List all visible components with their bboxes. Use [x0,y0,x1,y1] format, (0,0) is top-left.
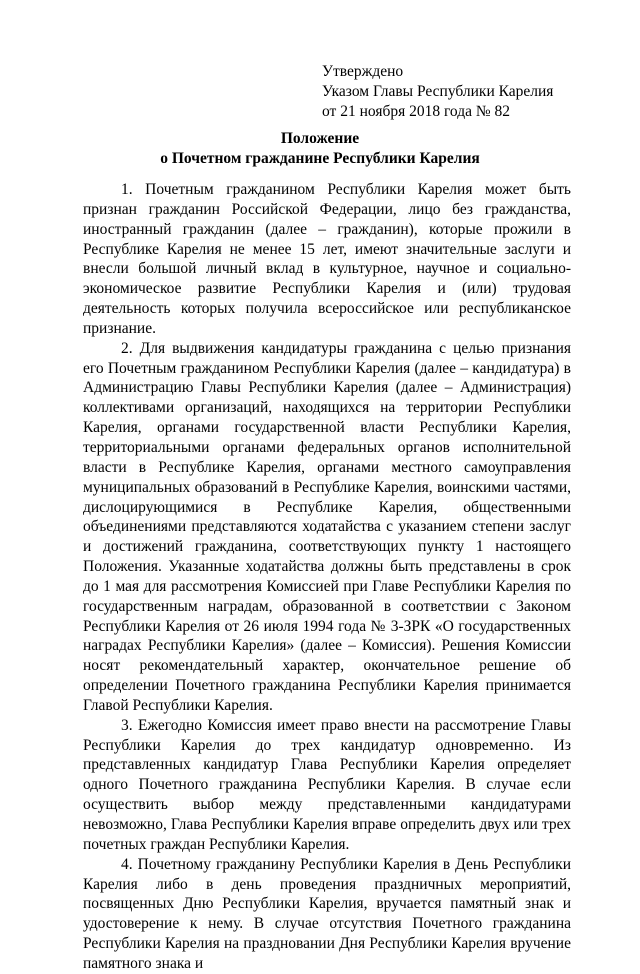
paragraph-1: 1. Почетным гражданином Республики Карелия может быть признан гражданин Российской Федерации, лицо без гражданства, иностранный гражданин (далее – гражданин), которые прожили в Республике Карелия не менее 15 лет, имеют значительные заслуги и внесли большой личный вклад в культурное, научное и социально-экономическое развитие Республики Карелия и (или) трудовая деятельность которых получила всероссийское или республиканское признание. [83,181,571,337]
approval-stamp [322,62,553,122]
paragraph-4: 4. Почетному гражданину Республики Карелия в День Республики Карелия либо в день проведения праздничных мероприятий, посвященных Дню Республики Карелия, вручается памятный знак и удостоверение к нему. В случае отсутствия Почетного гражданина Республики Карелия на праздновании Дня Республики Карелия вручение памятного знака и [83,855,571,972]
document-subtitle: о Почетном гражданине Республики Карелия [160,150,480,167]
approval-line-decree: Указом Главы Республики Карелия [322,83,554,100]
approval-line-date: от 21 ноября 2018 года № 82 [322,103,511,120]
paragraph-2: 2. Для выдвижения кандидатуры гражданина с целью признания его Почетным гражданином Республики Карелия (далее – кандидатура) в Администрацию Главы Республики Карелия (далее – Администрация) коллективами организаций, находящихся на территории Республики Карелия, органами государственной власти Республики Карелия, территориальными органами федеральных органов исполнительной власти в Республике Карелия, органами местного самоуправления муниципальных образований в Республике Карелия, воинскими частями, дислоцирующимися в Республике Карелия, общественными объединениями представляются ходатайства с указанием степени заслуг и достижений гражданина, соответствующих пункту 1 настоящего Положения. Указанные ходатайства должны быть представлены в срок до 1 мая для рассмотрения Комиссией при Главе Республики Карелия по государственным наградам, образованной в соответствии с Законом Республики Карелия от 26 июля 1994 года № 3-ЗРК «О государственных наградах Республики Карелия» (далее – Комиссия). Решения Комиссии носят рекомендательный характер, окончательное решение об определении Почетного гражданина Республики Карелия принимается Главой Республики Карелия. [83,339,571,714]
approval-line-approved: Утверждено [322,63,404,80]
document-title: Положение [280,130,360,147]
document-body [83,180,571,974]
paragraph-3: 3. Ежегодно Комиссия имеет право внести на рассмотрение Главы Республики Карелия до трех кандидатур одновременно. Из представленных кандидатур Глава Республики Карелия определяет одного Почетного гражданина Республики Карелия. В случае если осуществить выбор между представленными кандидатурами невозможно, Глава Республики Карелия вправе определить двух или трех почетных граждан Республики Карелия. [83,716,571,853]
